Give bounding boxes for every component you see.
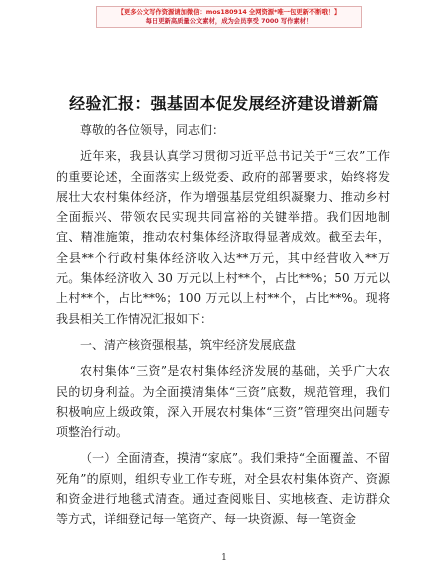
banner-line-2: 每日更新高质量公文素材，成为会员享受 7000 写作素材！ <box>145 18 313 25</box>
banner-line-1: 【更多公文写作资源请加微信：mos180914 全网资源*唯一包更新不断哦！】 <box>117 9 341 16</box>
page-number: 1 <box>221 553 227 563</box>
document-title: 经验汇报：强基固本促发展经济建设谱新篇 <box>69 94 379 113</box>
document-body <box>56 120 390 530</box>
salutation: 尊敬的各位领导，同志们： <box>80 123 225 137</box>
paragraph-three-assets: 农村集体“三资”是农村集体经济发展的基础，关乎广大农民的切身利益。为全面摸清集体“三资”底数，规范管理，我们积极响应上级政策，深入开展农村集体“三资”管理突出问题专项整治行动。 <box>56 364 390 440</box>
paragraph-inventory: （一）全面清查，摸清“家底”。我们秉持“全面覆盖、不留死角”的原则，组织专业工作专班，对全县农村集体资产、资源和资金进行地毯式清查。通过查阅账目、实地核查、走访群众等方式，详细登记每一笔资产、每一块资源、每一笔资金 <box>56 451 390 527</box>
promo-banner <box>96 6 362 28</box>
paragraph-intro: 近年来，我县认真学习贯彻习近平总书记关于“三农”工作的重要论述，全面落实上级党委、政府的部署要求，始终将发展壮大农村集体经济，作为增强基层党组织凝聚力、推动乡村全面振兴、带领农民实现共同富裕的关键举措。我们因地制宜、精准施策，推动农村集体经济取得显著成效。截至去年，全县**个行政村集体经济收入达**万元，其中经营收入**万元。集体经济收入 30 万元以上村**个，占比**%；50 万元以上村**个，占比**%；100 万元以上村**个，占比**%。现将我县相关工作情况汇报如下： <box>56 149 390 326</box>
section-heading-1: 一、清产核资强根基，筑牢经济发展底盘 <box>80 337 297 352</box>
